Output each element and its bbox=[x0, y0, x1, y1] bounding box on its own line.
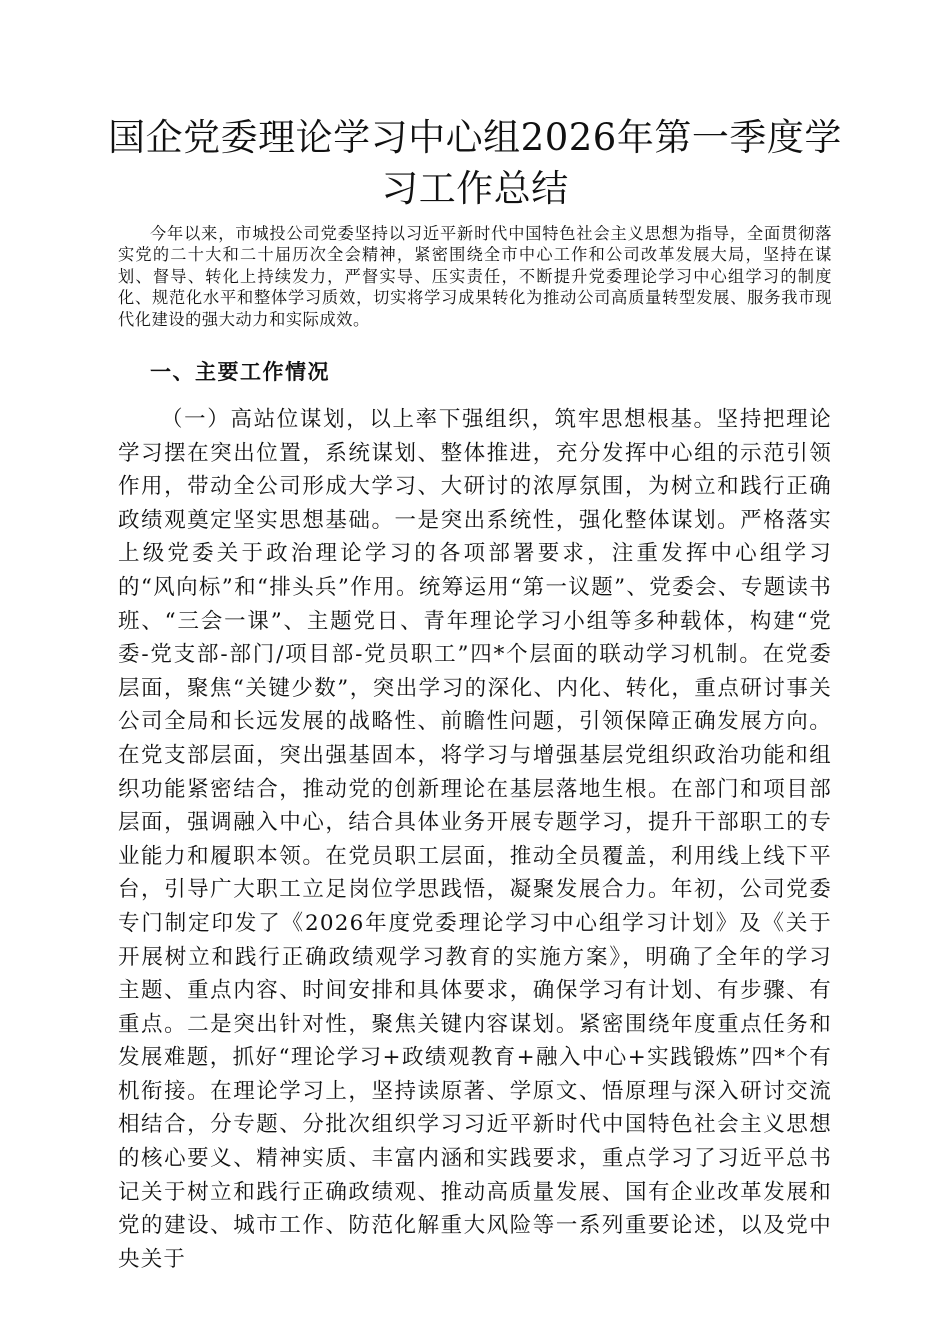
section-heading: 一、主要工作情况 bbox=[150, 359, 330, 384]
body-paragraph: （一）高站位谋划，以上率下强组织，筑牢思想根基。坚持把理论学习摆在突出位置，系统谋划、整体推进，充分发挥中心组的示范引领作用，带动全公司形成大学习、大研讨的浓厚氛围，为树立和践行正确政绩观奠定坚实思想基础。一是突出系统性，强化整体谋划。严格落实上级党委关于政治理论学习的各项部署要求，注重发挥中心组学习的“风向标”和“排头兵”作用。统筹运用“第一议题”、党委会、专题读书班、“三会一课”、主题党日、青年理论学习小组等多种载体，构建“党委-党支部-部门/项目部-党员职工”四*个层面的联动学习机制。在党委层面，聚焦“关键少数”，突出学习的深化、内化、转化，重点研讨事关公司全局和长远发展的战略性、前瞻性问题，引领保障正确发展方向。在党支部层面，突出强基固本，将学习与增强基层党组织政治功能和组织功能紧密结合，推动党的创新理论在基层落地生根。在部门和项目部层面，强调融入中心，结合具体业务开展专题学习，提升干部职工的专业能力和履职本领。在党员职工层面，推动全员覆盖，利用线上线下平台，引导广大职工立足岗位学思践悟，凝聚发展合力。年初，公司党委专门制定印发了《2026年度党委理论学习中心组学习计划》及《关于开展树立和践行正确政绩观学习教育的实施方案》，明确了全年的学习主题、重点内容、时间安排和具体要求，确保学习有计划、有步骤、有重点。二是突出针对性，聚焦关键内容谋划。紧密围绕年度重点任务和发展难题，抓好“理论学习+政绩观教育+融入中心+实践锻炼”四*个有机衔接。在理论学习上，坚持读原著、学原文、悟原理与深入研讨交流相结合，分专题、分批次组织学习习近平新时代中国特色社会主义思想的核心要义、精神实质、丰富内涵和实践要求，重点学习了习近平总书记关于树立和践行正确政绩观、推动高质量发展、国有企业改革发展和党的建设、城市工作、防范化解重大风险等一系列重要论述，以及党中央关于 bbox=[118, 407, 832, 1272]
intro-paragraph: 今年以来，市城投公司党委坚持以习近平新时代中国特色社会主义思想为指导，全面贯彻落实党的二十大和二十届历次全会精神，紧密围绕全市中心工作和公司改革发展大局，坚持在谋划、督导、转化上持续发力，严督实导、压实责任，不断提升党委理论学习中心组学习的制度化、规范化水平和整体学习质效，切实将学习成果转化为推动公司高质量转型发展、服务我市现代化建设的强大动力和实际成效。 bbox=[118, 224, 832, 329]
document-title: 国企党委理论学习中心组2026年第一季度学习工作总结 bbox=[108, 116, 842, 210]
